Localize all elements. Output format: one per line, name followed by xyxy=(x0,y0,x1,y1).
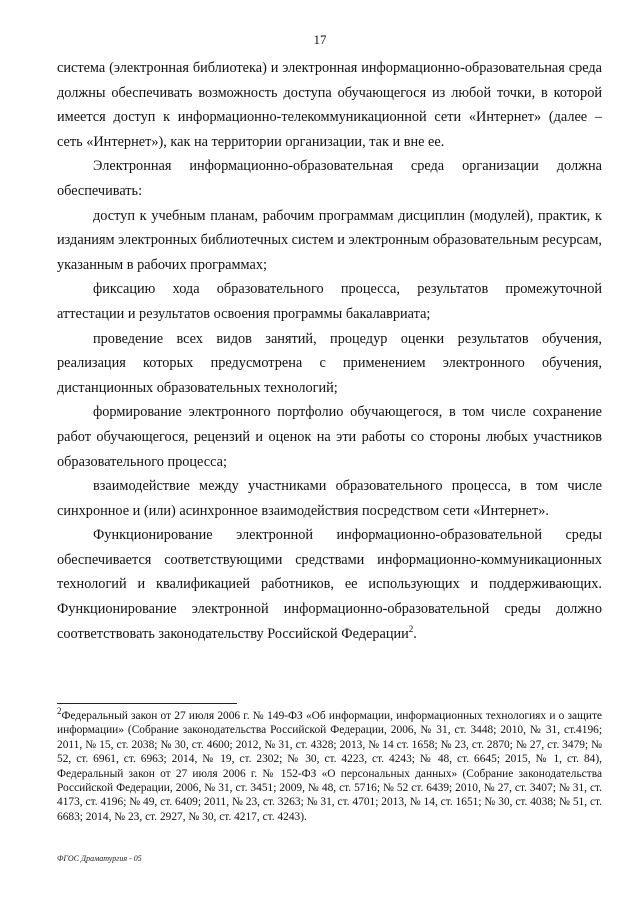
paragraph-interaction: взаимодействие между участниками образовательного процесса, в том числе синхронное и (или) асинхронное взаимодействия посредством сети «Интернет». xyxy=(57,478,602,519)
footnote-divider xyxy=(57,703,237,704)
page-number: 17 xyxy=(313,32,327,47)
main-text xyxy=(57,56,602,646)
paragraph-environment-intro: Электронная информационно-образовательная среда организации должна обеспечивать: xyxy=(57,158,602,199)
paragraph-conducting: проведение всех видов занятий, процедур оценки результатов обучения, реализация которых предусмотрена с применением электронного обучения, дистанционных образовательных технологий; xyxy=(57,330,602,396)
paragraph-functioning-text: Функционирование электронной информационно-образовательной среды обеспечивается соответствующими средствами информационно-коммуникационных технологий и квалификацией работников, ее использующих и поддерживающих. Функционирование электронной информационно-образовательной среды должно соответствовать законодательству Российской Федерации xyxy=(57,527,602,642)
paragraph-recording: фиксацию хода образовательного процесса, результатов промежуточной аттестации и результатов освоения программы бакалавриата; xyxy=(57,281,602,322)
paragraph-portfolio: формирование электронного портфолио обучающегося, в том числе сохранение работ обучающегося, рецензий и оценок на эти работы со стороны любых участников образовательного процесса; xyxy=(57,404,602,470)
footnote xyxy=(57,706,602,824)
paragraph-functioning: Функционирование электронной информационно-образовательной среды обеспечивается соответствующими средствами информационно-коммуникационных технологий и квалификацией работников, ее использующих и поддерживающих. Функционирование электронной информационно-образовательной среды должно соответствовать законодательству Российской Федерации$^2$. xyxy=(57,527,602,642)
footnote-text: Федеральный закон от 27 июля 2006 г. № 149-ФЗ «Об информации, информационных технологиях и о защите информации» (Собрание законодательства Российской Федерации, 2006, № 31, ст. 3448; 2010, № 31, ст.4196; 2011, № 15, ст. 2038; № 30, ст. 4600; 2012, № 31, ст. 4328; 2013, № 14 ст. 1658; № 23, ст. 2870; № 27, ст. 3479; № 52, ст. 6961, ст. 6963; 2014, № 19, ст. 2302; № 30, ст. 4223, ст. 4243; № 48, ст. 6645; 2015, № 1, ст. 84), Федеральный закон от 27 июля 2006 г. № 152-ФЗ «О персональных данных» (Собрание законодательства Российской Федерации, 2006, № 31, ст. 3451; 2009, № 48, ст. 5716; № 52 ст. 6439; 2010, № 27, ст. 3407; № 31, ст. 4173, ст. 4196; № 49, ст. 6409; 2011, № 23, ст. 3263; № 31, ст. 4701; 2013, № 14, ст. 1651; № 30, ст. 4038; № 51, ст. 6683; 2014, № 23, ст. 2927, № 30, ст. 4217, ст. 4243). xyxy=(57,710,602,823)
paragraph-continuation: система (электронная библиотека) и электронная информационно-образовательная среда должны обеспечивать возможность доступа обучающегося из любой точки, в которой имеется доступ к информационно-телекоммуникационной сети «Интернет» (далее – сеть «Интернет»), как на территории организации, так и вне ее. xyxy=(57,60,602,150)
paragraph-access: доступ к учебным планам, рабочим программам дисциплин (модулей), практик, к изданиям электронных библиотечных систем и электронным образовательным ресурсам, указанным в рабочих программах; xyxy=(57,207,602,273)
footnote-marker: 2 xyxy=(57,706,62,717)
footer-mark: ФГОС Драматургия - 05 xyxy=(57,854,142,863)
footnote-reference[interactable]: 2 xyxy=(408,623,414,634)
